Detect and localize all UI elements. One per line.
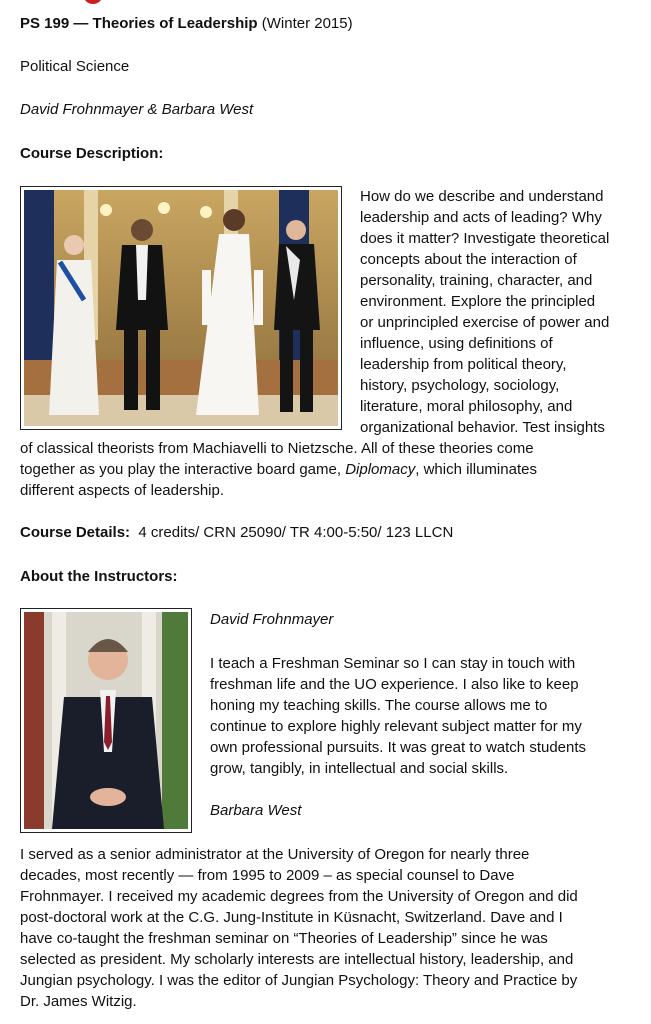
instructors-line: David Frohnmayer & Barbara West — [20, 101, 254, 118]
course-term: (Winter 2015) — [257, 15, 353, 32]
description-line: organizational behavior. Test insights — [360, 419, 605, 436]
description-line: influence, using definitions of — [360, 335, 553, 352]
bio-line: I teach a Freshman Seminar so I can stay in touch with — [210, 655, 576, 672]
bio-line: selected as president. My scholarly interests are intellectual history, leadership, and — [20, 951, 574, 968]
description-line: leadership from political theory, — [360, 356, 567, 373]
department: Political Science — [20, 58, 130, 75]
description-fragment: , which illuminates — [415, 461, 537, 478]
logo-fragment — [83, 0, 103, 4]
state-dinner-photo-illustration — [24, 190, 338, 426]
bio-line: honing my teaching skills. The course allows me to — [210, 697, 548, 714]
bio-line: I served as a senior administrator at the University of Oregon for nearly three — [20, 846, 530, 863]
description-line: history, psychology, sociology, — [360, 377, 560, 394]
description-line: leadership and acts of leading? Why — [360, 209, 602, 226]
description-line: concepts about the interaction of — [360, 251, 577, 268]
bio-line: own professional pursuits. It was great to watch students — [210, 739, 587, 756]
course-photo — [20, 186, 342, 430]
instructor2-bio — [20, 844, 578, 1012]
description-line: of classical theorists from Machiavelli to Nietzsche. All of these theories come — [20, 440, 534, 457]
course-description-heading: Course Description: — [20, 145, 164, 162]
bio-line: grow, tangibly, in intellectual and social skills. — [210, 760, 509, 777]
bio-line: post-doctoral work at the C.G. Jung-Institute in Küsnacht, Switzerland. Dave and I — [20, 909, 563, 926]
course-details — [20, 522, 453, 543]
instructor-photo — [20, 608, 192, 833]
instructor1-bio — [210, 653, 586, 779]
course-title-line — [20, 13, 353, 34]
about-instructors-heading: About the Instructors: — [20, 568, 178, 585]
course-details-label: Course Details: — [20, 524, 131, 541]
bio-line: freshman life and the UO experience. I also like to keep — [210, 676, 579, 693]
description-line: does it matter? Investigate theoretical — [360, 230, 610, 247]
course-code: PS 199 — Theories of Leadership — [20, 15, 258, 32]
description-fragment: together as you play the interactive board game, — [20, 461, 346, 478]
description-line: How do we describe and understand — [360, 188, 604, 205]
bio-line: decades, most recently — from 1995 to 2009 – as special counsel to Dave — [20, 867, 515, 884]
description-line: environment. Explore the principled — [360, 293, 596, 310]
description-side-text — [360, 186, 609, 438]
instructor1-name: David Frohnmayer — [210, 611, 334, 628]
description-line: or unprincipled exercise of power and — [360, 314, 610, 331]
instructor2-name: Barbara West — [210, 802, 302, 819]
portrait-illustration — [24, 612, 188, 829]
description-full-text — [20, 438, 537, 501]
diplomacy-game-name: Diplomacy — [345, 461, 416, 478]
description-line: different aspects of leadership. — [20, 482, 225, 499]
bio-line: Frohnmayer. I received my academic degrees from the University of Oregon and did — [20, 888, 578, 905]
bio-line: have co-taught the freshman seminar on “Theories of Leadership” since he was — [20, 930, 548, 947]
bio-line: Dr. James Witzig. — [20, 993, 137, 1010]
description-line — [20, 459, 537, 480]
description-line: literature, moral philosophy, and — [360, 398, 573, 415]
bio-line: continue to explore highly relevant subject matter for my — [210, 718, 582, 735]
course-details-value: 4 credits/ CRN 25090/ TR 4:00-5:50/ 123 LLCN — [130, 524, 454, 541]
bio-line: Jungian psychology. I was the editor of Jungian Psychology: Theory and Practice by — [20, 972, 578, 989]
description-line: personality, training, character, and — [360, 272, 593, 289]
